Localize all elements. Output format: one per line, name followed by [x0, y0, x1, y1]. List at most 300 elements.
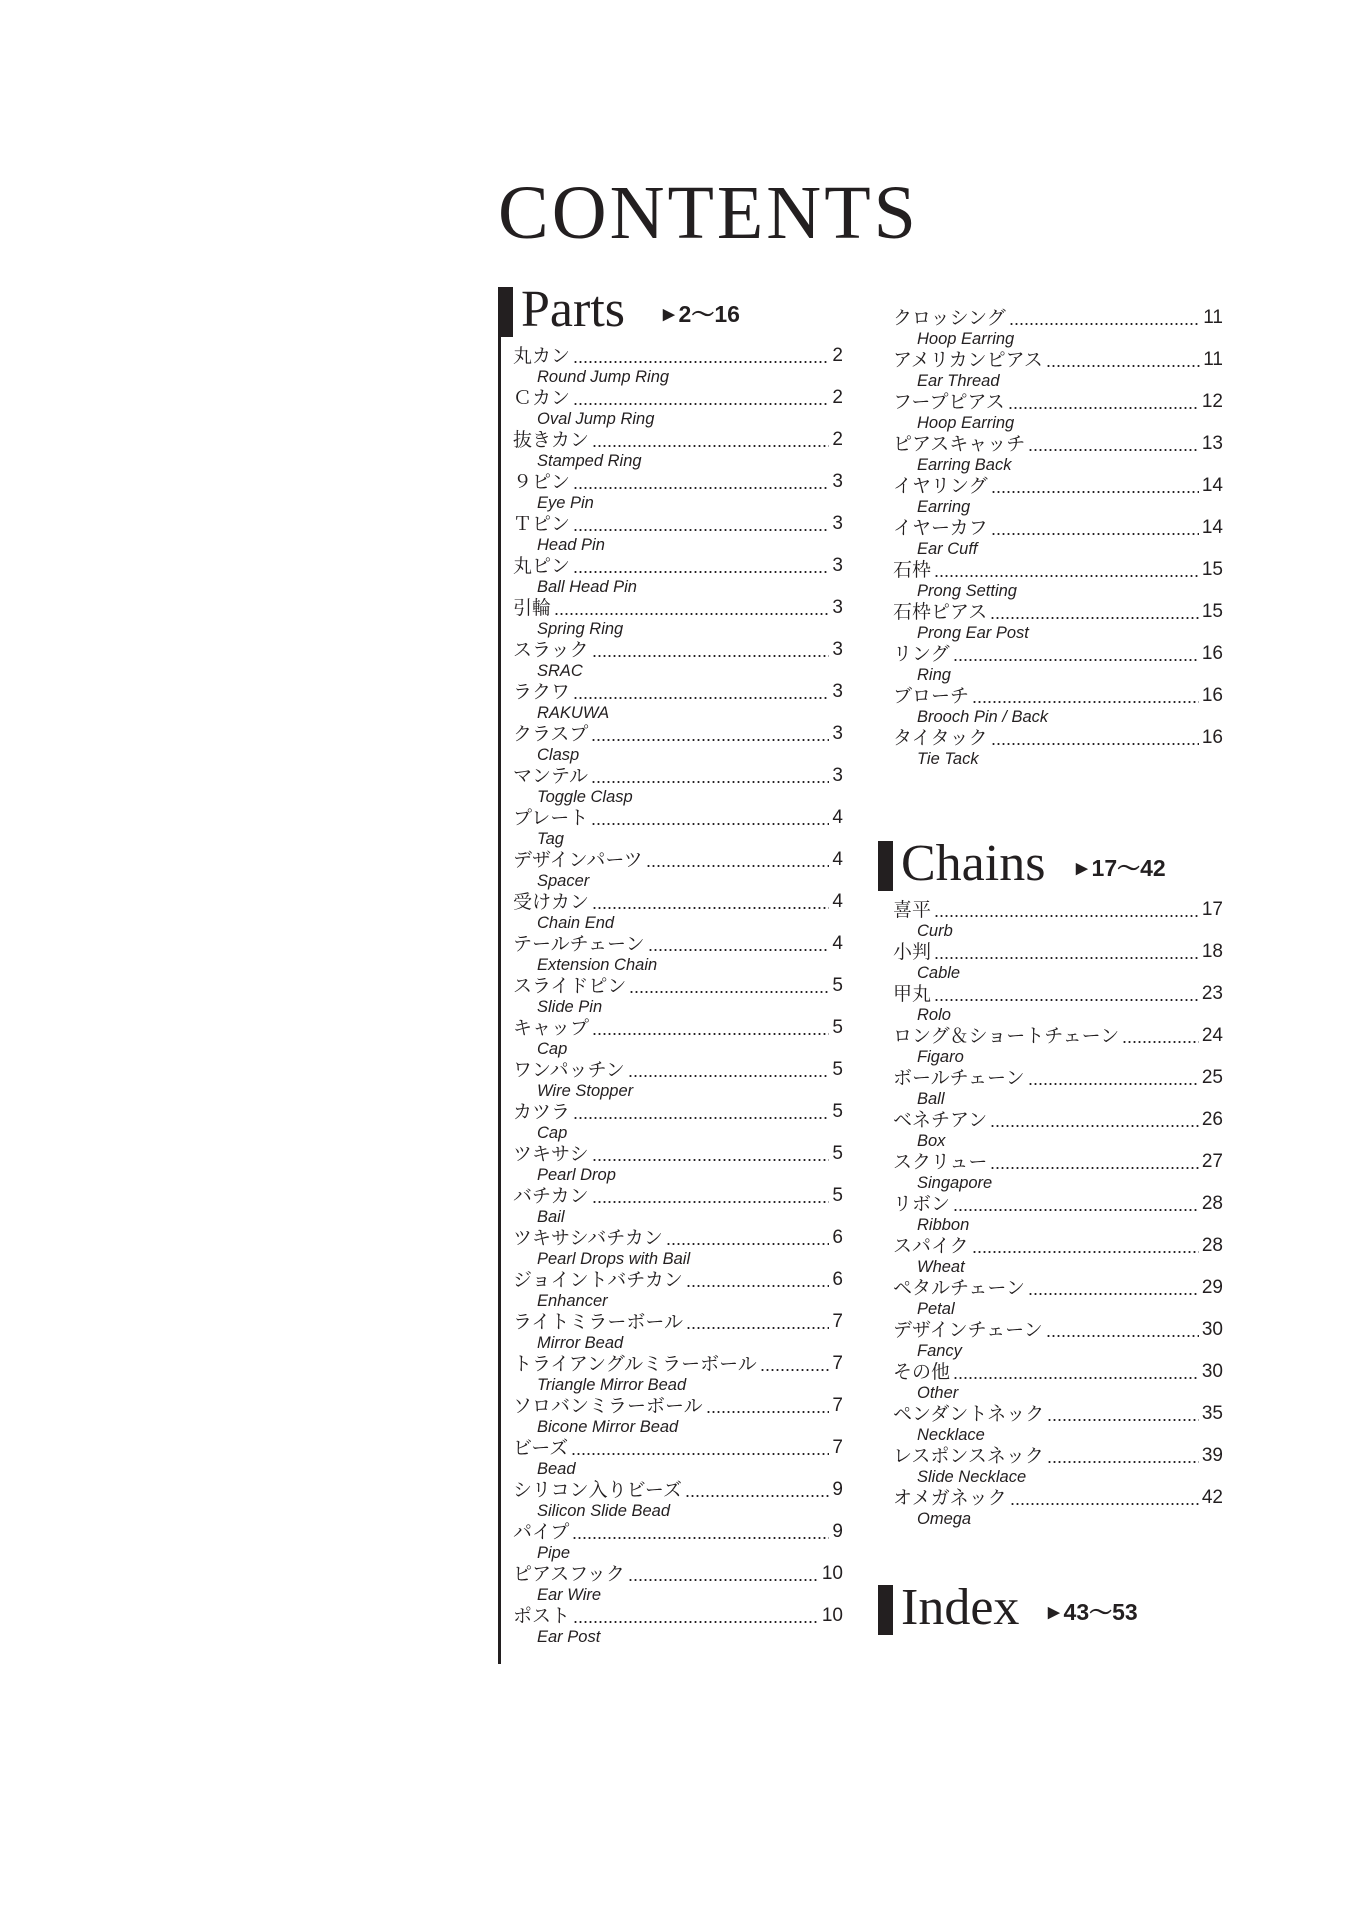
- toc-entry-page: 4: [832, 849, 843, 870]
- toc-entry-japanese: ピアスキャッチ: [893, 433, 1026, 455]
- toc-entry-japanese: ブローチ: [893, 685, 970, 707]
- dot-leader: [1122, 1041, 1199, 1043]
- toc-entry-english: Ear Thread: [917, 372, 1000, 390]
- page-title: CONTENTS: [498, 171, 919, 255]
- toc-entry-row: [513, 1605, 843, 1627]
- toc-entry-page: 18: [1201, 941, 1223, 962]
- toc-entry[interactable]: [893, 1361, 1223, 1403]
- toc-entry[interactable]: [893, 1025, 1223, 1067]
- toc-entry-japanese: ピアスフック: [513, 1563, 625, 1585]
- toc-entry-row: [893, 1193, 1223, 1215]
- toc-entry-page: 9: [832, 1521, 843, 1542]
- toc-entry-japanese: レスポンスネック: [893, 1445, 1044, 1467]
- toc-entry-english: SRAC: [537, 662, 583, 680]
- toc-entry-page: 7: [832, 1353, 843, 1374]
- toc-entry[interactable]: [893, 727, 1223, 769]
- toc-entry[interactable]: [893, 349, 1223, 391]
- toc-entry-japanese: カツラ: [513, 1101, 571, 1123]
- toc-entry[interactable]: [513, 765, 843, 807]
- toc-entry-japanese: ワンパッチン: [513, 1059, 625, 1081]
- toc-entry-page: 24: [1201, 1025, 1223, 1046]
- toc-entry[interactable]: [893, 899, 1223, 941]
- toc-entry[interactable]: [893, 685, 1223, 727]
- toc-entry-page: 14: [1201, 475, 1223, 496]
- toc-entry-japanese: 抜きカン: [513, 429, 590, 451]
- toc-entry-row: [513, 681, 843, 703]
- toc-entry-row: [893, 1319, 1223, 1341]
- toc-entry-row: [893, 1067, 1223, 1089]
- toc-entry-row: [513, 765, 843, 787]
- toc-entry-english: Prong Setting: [917, 582, 1017, 600]
- toc-entry-page: 16: [1201, 685, 1223, 706]
- toc-entry-page: 5: [832, 1101, 843, 1122]
- toc-entry[interactable]: [513, 555, 843, 597]
- toc-entry-japanese: 甲丸: [893, 983, 932, 1005]
- toc-entry-page: 3: [832, 765, 843, 786]
- dot-leader: [666, 1243, 830, 1245]
- toc-entry-english: Brooch Pin / Back: [917, 708, 1049, 726]
- toc-entry-row: [893, 983, 1223, 1005]
- toc-entry[interactable]: [513, 1479, 843, 1521]
- toc-entry[interactable]: [893, 941, 1223, 983]
- toc-entry[interactable]: [513, 1311, 843, 1353]
- toc-entry[interactable]: [893, 983, 1223, 1025]
- toc-entry-english: Chain End: [537, 914, 615, 932]
- dot-leader: [991, 533, 1199, 535]
- toc-entry-page: 17: [1201, 899, 1223, 920]
- toc-entry[interactable]: [893, 1403, 1223, 1445]
- toc-entry[interactable]: [513, 1563, 843, 1605]
- toc-entry-page: 4: [832, 807, 843, 828]
- toc-entry[interactable]: [513, 513, 843, 555]
- dot-leader: [573, 1621, 819, 1623]
- toc-entry-row: [513, 1437, 843, 1459]
- toc-entry-page: 30: [1201, 1319, 1223, 1340]
- toc-entry-page: 11: [1203, 307, 1223, 328]
- section-bar: [878, 1585, 893, 1635]
- toc-entry-page: 23: [1201, 983, 1223, 1004]
- toc-entry-english: Spacer: [537, 872, 590, 890]
- toc-entry-english: Bail: [537, 1208, 565, 1226]
- toc-entry-row: [893, 1151, 1223, 1173]
- toc-entry-row: [513, 1101, 843, 1123]
- toc-entry[interactable]: [513, 1353, 843, 1395]
- toc-entry-page: 16: [1201, 643, 1223, 664]
- section-title: Parts: [521, 281, 625, 338]
- toc-entry-page: 42: [1201, 1487, 1223, 1508]
- section-heading-chains: [878, 835, 1223, 899]
- toc-entry-english: Bead: [537, 1460, 576, 1478]
- toc-entry-english: Ear Post: [537, 1628, 601, 1646]
- toc-entry-row: [513, 345, 843, 367]
- toc-entry-row: [513, 429, 843, 451]
- toc-entry-english: RAKUWA: [537, 704, 610, 722]
- dot-leader: [592, 445, 829, 447]
- toc-entry-english: Omega: [917, 1510, 972, 1528]
- toc-entry[interactable]: [893, 475, 1223, 517]
- dot-leader: [573, 403, 829, 405]
- toc-entry[interactable]: [893, 1487, 1223, 1529]
- toc-entry-row: [893, 349, 1223, 371]
- toc-entry-row: [893, 559, 1223, 581]
- toc-entry-english: Tie Tack: [917, 750, 979, 768]
- entry-list-parts: [498, 345, 843, 1647]
- toc-entry[interactable]: [513, 1605, 843, 1647]
- toc-entry[interactable]: [513, 1437, 843, 1479]
- toc-entry-english: Other: [917, 1384, 959, 1402]
- dot-leader: [646, 865, 830, 867]
- toc-entry-japanese: スクリュー: [893, 1151, 988, 1173]
- dot-leader: [953, 1377, 1199, 1379]
- toc-entry[interactable]: [513, 639, 843, 681]
- toc-entry-japanese: 喜平: [893, 899, 932, 921]
- toc-entry-english: Petal: [917, 1300, 955, 1318]
- toc-entry-row: [893, 601, 1223, 623]
- toc-entry[interactable]: [513, 807, 843, 849]
- toc-entry[interactable]: [893, 1235, 1223, 1277]
- toc-entry-japanese: ペタルチェーン: [893, 1277, 1026, 1299]
- toc-entry-japanese: クラスプ: [513, 723, 589, 745]
- dot-leader: [572, 1537, 829, 1539]
- dot-leader: [573, 697, 829, 699]
- toc-entry[interactable]: [893, 1277, 1223, 1319]
- dot-leader: [571, 1453, 829, 1455]
- toc-entry[interactable]: [513, 1521, 843, 1563]
- entry-list-chains: [878, 899, 1223, 1529]
- toc-entry-row: [513, 1059, 843, 1081]
- toc-entry[interactable]: [893, 1151, 1223, 1193]
- toc-entry[interactable]: [513, 429, 843, 471]
- dot-leader: [972, 701, 1199, 703]
- toc-entry-english: Hoop Earring: [917, 330, 1015, 348]
- toc-entry-english: Clasp: [537, 746, 580, 764]
- toc-entry-japanese: アメリカンピアス: [893, 349, 1043, 371]
- toc-entry-japanese: ロング＆ショートチェーン: [893, 1025, 1120, 1047]
- entry-list-parts-continued: [878, 307, 1223, 769]
- toc-entry-page: 12: [1201, 391, 1223, 412]
- toc-entry[interactable]: [513, 1017, 843, 1059]
- dot-leader: [1028, 1083, 1199, 1085]
- toc-entry[interactable]: [513, 975, 843, 1017]
- toc-entry-english: Oval Jump Ring: [537, 410, 655, 428]
- toc-entry-japanese: トライアングルミラーボール: [513, 1353, 757, 1375]
- toc-entry-english: Earring: [917, 498, 971, 516]
- toc-entry-japanese: ベネチアン: [893, 1109, 988, 1131]
- toc-entry-page: 4: [832, 891, 843, 912]
- toc-entry-row: [513, 1521, 843, 1543]
- toc-entry-row: [513, 555, 843, 577]
- toc-entry-row: [893, 941, 1223, 963]
- toc-entry-page: 7: [832, 1437, 843, 1458]
- toc-entry-japanese: 石枠ピアス: [893, 601, 988, 623]
- toc-entry-japanese: プレート: [513, 807, 589, 829]
- toc-entry-english: Cap: [537, 1040, 568, 1058]
- dot-leader: [991, 491, 1199, 493]
- dot-leader: [573, 571, 829, 573]
- toc-entry-page: 25: [1201, 1067, 1223, 1088]
- toc-entry-page: 10: [821, 1563, 843, 1584]
- toc-entry-japanese: クロッシング: [893, 307, 1006, 329]
- section-bar: [878, 841, 893, 891]
- toc-entry-japanese: ペンダントネック: [893, 1403, 1045, 1425]
- section-title: Index: [901, 1579, 1020, 1636]
- toc-entry[interactable]: [893, 517, 1223, 559]
- toc-entry-page: 27: [1201, 1151, 1223, 1172]
- toc-entry-row: [513, 1353, 843, 1375]
- toc-entry[interactable]: [893, 433, 1223, 475]
- toc-entry-row: [893, 517, 1223, 539]
- toc-entry-page: 6: [832, 1227, 843, 1248]
- dot-leader: [592, 655, 830, 657]
- toc-entry-page: 3: [832, 471, 843, 492]
- section-heading-parts: [498, 281, 843, 345]
- toc-entry-english: Stamped Ring: [537, 452, 642, 470]
- toc-entry-page: 7: [832, 1311, 843, 1332]
- toc-entry[interactable]: [513, 345, 843, 387]
- toc-entry-english: Toggle Clasp: [537, 788, 633, 806]
- toc-entry[interactable]: [513, 933, 843, 975]
- toc-entry[interactable]: [893, 1193, 1223, 1235]
- toc-entry-english: Prong Ear Post: [917, 624, 1029, 642]
- toc-entry-japanese: 引輪: [513, 597, 552, 619]
- toc-entry-page: 3: [832, 513, 843, 534]
- toc-entry-english: Pipe: [537, 1544, 571, 1562]
- section-range: ▶ 43～53: [1048, 1599, 1138, 1625]
- toc-entry-japanese: リング: [893, 643, 950, 665]
- toc-entry-row: [893, 1235, 1223, 1257]
- toc-entry[interactable]: [513, 849, 843, 891]
- toc-entry-japanese: シリコン入りビーズ: [513, 1479, 682, 1501]
- toc-entry-row: [513, 1143, 843, 1165]
- toc-entry-row: [893, 1403, 1223, 1425]
- toc-entry[interactable]: [513, 681, 843, 723]
- toc-entry-page: 3: [832, 681, 843, 702]
- dot-leader: [686, 1327, 829, 1329]
- toc-entry-row: [513, 1563, 843, 1585]
- toc-entry-japanese: 丸ピン: [513, 555, 571, 577]
- toc-entry-row: [893, 433, 1223, 455]
- dot-leader: [592, 1201, 830, 1203]
- toc-entry[interactable]: [513, 471, 843, 513]
- toc-entry-page: 2: [832, 429, 843, 450]
- toc-entry-japanese: イヤリング: [893, 475, 988, 497]
- toc-entry-english: Wire Stopper: [537, 1082, 634, 1100]
- toc-entry-page: 39: [1201, 1445, 1223, 1466]
- dot-leader: [760, 1369, 830, 1371]
- toc-entry-english: Figaro: [917, 1048, 964, 1066]
- toc-entry-row: [513, 387, 843, 409]
- toc-entry[interactable]: [513, 597, 843, 639]
- toc-entry-japanese: ツキサシ: [513, 1143, 589, 1165]
- dot-leader: [972, 1251, 1199, 1253]
- toc-entry[interactable]: [893, 307, 1223, 349]
- toc-entry-japanese: ９ピン: [513, 471, 571, 493]
- toc-entry-page: 15: [1201, 601, 1223, 622]
- toc-entry-row: [513, 1311, 843, 1333]
- toc-entry-japanese: ツキサシバチカン: [513, 1227, 663, 1249]
- toc-entry-japanese: マンテル: [513, 765, 589, 787]
- toc-entry-row: [893, 1109, 1223, 1131]
- toc-entry-row: [893, 727, 1223, 749]
- toc-entry-english: Wheat: [917, 1258, 965, 1276]
- toc-entry-page: 5: [832, 1059, 843, 1080]
- dot-leader: [592, 1033, 829, 1035]
- toc-entry[interactable]: [513, 891, 843, 933]
- dot-leader: [592, 1159, 830, 1161]
- toc-entry-english: Box: [917, 1132, 946, 1150]
- toc-entry[interactable]: [513, 387, 843, 429]
- toc-entry-english: Rolo: [917, 1006, 951, 1024]
- toc-entry-english: Ball: [917, 1090, 945, 1108]
- toc-entry[interactable]: [513, 1185, 843, 1227]
- toc-entry-japanese: スライドピン: [513, 975, 627, 997]
- dot-leader: [685, 1495, 830, 1497]
- dot-leader: [953, 659, 1199, 661]
- toc-entry[interactable]: [513, 1269, 843, 1311]
- toc-entry-japanese: 小判: [893, 941, 932, 963]
- toc-entry-row: [513, 1479, 843, 1501]
- dot-leader: [573, 529, 829, 531]
- toc-entry-english: Ribbon: [917, 1216, 970, 1234]
- toc-entry-page: 3: [832, 555, 843, 576]
- toc-entry-english: Tag: [537, 830, 564, 848]
- toc-entry-japanese: ソロバンミラーボール: [513, 1395, 703, 1417]
- dot-leader: [1009, 323, 1201, 325]
- dot-leader: [934, 915, 1199, 917]
- section-range: ▶ 17～42: [1076, 855, 1166, 881]
- toc-entry-page: 3: [832, 639, 843, 660]
- section-heading-index: [878, 1579, 1223, 1643]
- dot-leader: [1047, 1419, 1199, 1421]
- toc-entry-english: Ring: [917, 666, 951, 684]
- dot-leader: [573, 361, 829, 363]
- toc-entry-page: 28: [1201, 1235, 1223, 1256]
- toc-entry-japanese: その他: [893, 1361, 951, 1383]
- dot-leader: [628, 1075, 830, 1077]
- toc-entry-english: Fancy: [917, 1342, 962, 1360]
- toc-entry-page: 5: [832, 1185, 843, 1206]
- toc-entry-english: Pearl Drop: [537, 1166, 616, 1184]
- dot-leader: [1046, 365, 1200, 367]
- toc-entry-english: Slide Necklace: [917, 1468, 1027, 1486]
- toc-entry-row: [893, 643, 1223, 665]
- toc-entry-english: Eye Pin: [537, 494, 594, 512]
- toc-entry-japanese: ボールチェーン: [893, 1067, 1025, 1089]
- column-right: [878, 307, 1223, 1643]
- toc-entry-english: Ear Cuff: [917, 540, 978, 558]
- toc-entry-page: 26: [1201, 1109, 1223, 1130]
- toc-entry-japanese: バチカン: [513, 1185, 589, 1207]
- toc-entry-page: 2: [832, 387, 843, 408]
- toc-entry-row: [893, 1361, 1223, 1383]
- toc-entry[interactable]: [893, 1445, 1223, 1487]
- toc-entry-page: 11: [1203, 349, 1223, 370]
- toc-entry-row: [893, 1487, 1223, 1509]
- toc-entry-english: Triangle Mirror Bead: [537, 1376, 687, 1394]
- dot-leader: [1010, 1503, 1199, 1505]
- toc-entry-page: 5: [832, 1017, 843, 1038]
- toc-entry-english: Ear Wire: [537, 1586, 602, 1604]
- toc-entry[interactable]: [513, 1227, 843, 1269]
- toc-entry-row: [513, 723, 843, 745]
- toc-entry[interactable]: [893, 391, 1223, 433]
- toc-entry[interactable]: [513, 723, 843, 765]
- toc-entry-english: Extension Chain: [537, 956, 658, 974]
- toc-entry-japanese: ポスト: [513, 1605, 571, 1627]
- toc-entry-row: [513, 1227, 843, 1249]
- toc-entry-japanese: デザインパーツ: [513, 849, 643, 871]
- toc-entry-japanese: Ｔピン: [513, 513, 571, 535]
- toc-entry-japanese: イヤーカフ: [893, 517, 988, 539]
- toc-entry-page: 3: [832, 597, 843, 618]
- dot-leader: [629, 991, 829, 993]
- toc-entry-japanese: テールチェーン: [513, 933, 645, 955]
- toc-entry[interactable]: [893, 643, 1223, 685]
- toc-entry-page: 35: [1201, 1403, 1223, 1424]
- dot-leader: [592, 907, 829, 909]
- toc-entry-page: 2: [832, 345, 843, 366]
- toc-entry[interactable]: [513, 1143, 843, 1185]
- toc-entry-row: [513, 597, 843, 619]
- toc-entry-japanese: 丸カン: [513, 345, 571, 367]
- toc-entry-japanese: 受けカン: [513, 891, 590, 913]
- toc-entry[interactable]: [893, 1109, 1223, 1151]
- toc-entry-row: [893, 685, 1223, 707]
- toc-entry[interactable]: [513, 1395, 843, 1437]
- toc-entry-row: [513, 891, 843, 913]
- toc-entry[interactable]: [513, 1101, 843, 1143]
- toc-entry-row: [513, 975, 843, 997]
- toc-entry-japanese: デザインチェーン: [893, 1319, 1043, 1341]
- toc-entry[interactable]: [893, 1067, 1223, 1109]
- toc-entry-page: 5: [832, 1143, 843, 1164]
- toc-entry-english: Hoop Earring: [917, 414, 1015, 432]
- toc-entry-row: [513, 639, 843, 661]
- toc-entry-japanese: スラック: [513, 639, 589, 661]
- toc-entry-row: [513, 471, 843, 493]
- toc-entry-row: [893, 391, 1223, 413]
- dot-leader: [591, 823, 829, 825]
- toc-entry[interactable]: [513, 1059, 843, 1101]
- toc-entry-english: Curb: [917, 922, 953, 940]
- toc-entry-english: Head Pin: [537, 536, 605, 554]
- toc-entry-row: [513, 1017, 843, 1039]
- triangle-right-icon: ▶: [663, 306, 675, 323]
- toc-entry-english: Singapore: [917, 1174, 993, 1192]
- dot-leader: [1028, 449, 1199, 451]
- column-left: [498, 281, 843, 1647]
- toc-entry-row: [893, 475, 1223, 497]
- dot-leader: [554, 613, 829, 615]
- toc-entry-page: 5: [832, 975, 843, 996]
- toc-entry[interactable]: [893, 1319, 1223, 1361]
- toc-entry-row: [513, 933, 843, 955]
- toc-entry-english: Round Jump Ring: [537, 368, 670, 386]
- toc-entry[interactable]: [893, 601, 1223, 643]
- triangle-right-icon: ▶: [1076, 860, 1088, 877]
- toc-entry-japanese: スパイク: [893, 1235, 969, 1257]
- toc-entry-japanese: Ｃカン: [513, 387, 571, 409]
- toc-entry-japanese: タイタック: [893, 727, 988, 749]
- toc-entry-page: 3: [832, 723, 843, 744]
- toc-entry[interactable]: [893, 559, 1223, 601]
- toc-entry-row: [893, 1025, 1223, 1047]
- dot-leader: [1008, 407, 1199, 409]
- dot-leader: [706, 1411, 830, 1413]
- toc-entry-page: 7: [832, 1395, 843, 1416]
- toc-entry-page: 10: [821, 1605, 843, 1626]
- toc-entry-row: [893, 1277, 1223, 1299]
